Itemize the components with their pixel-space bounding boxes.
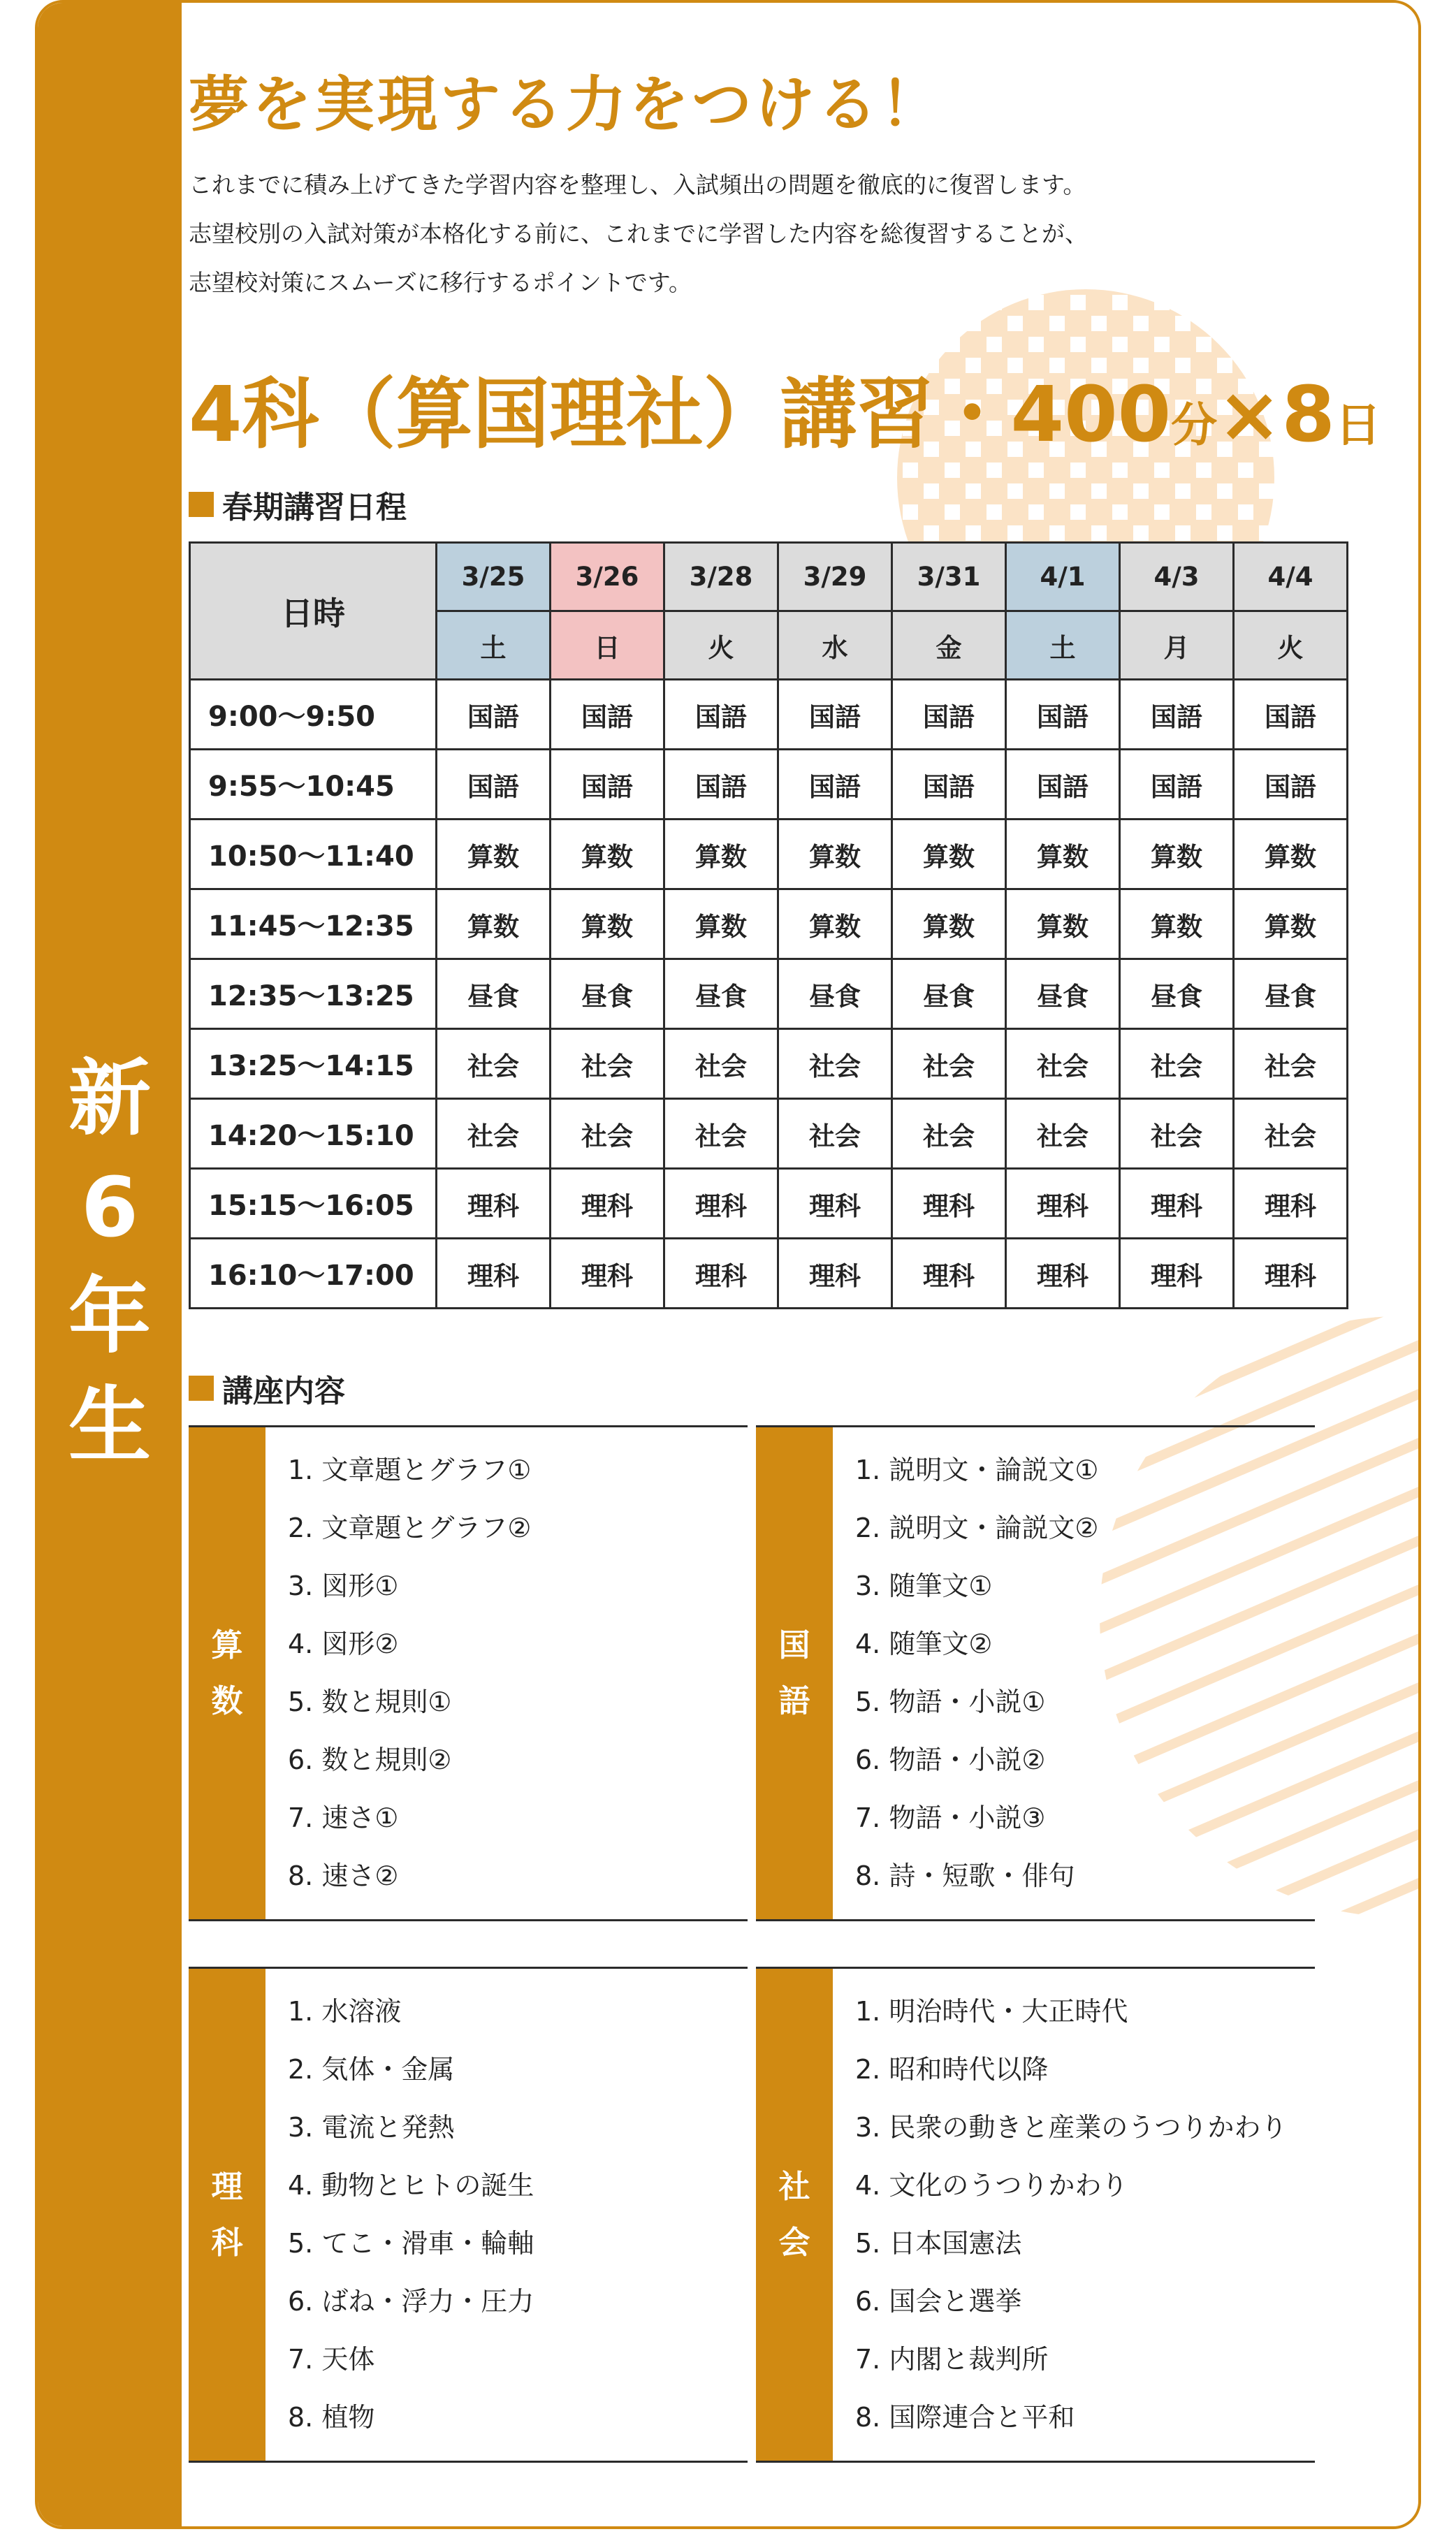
square-bullet-icon [189, 1376, 214, 1401]
subject-tag-char: 会 [778, 2224, 810, 2261]
subject-cell: 国語 [551, 680, 664, 750]
sidebar [38, 3, 182, 2526]
grade-char: 6 [80, 1159, 139, 1255]
subject-cell: 昼食 [892, 959, 1006, 1029]
subject-tag-char: 社 [778, 2168, 810, 2205]
course-title-unit: 分 [1171, 398, 1218, 452]
topic-item: 3. 電流と発熱 [288, 2112, 455, 2143]
subject-cell: 昼食 [1006, 959, 1120, 1029]
schedule-row [190, 750, 1348, 820]
topic-item: 7. 物語・小説③ [855, 1803, 1046, 1833]
subject-cell: 国語 [664, 680, 778, 750]
intro-text [189, 161, 1376, 307]
topic-item: 1. 水溶液 [288, 1996, 402, 2027]
time-slot: 14:20〜15:10 [190, 1099, 437, 1169]
subject-cell: 算数 [1120, 820, 1234, 889]
subject-cell: 理科 [778, 1239, 892, 1309]
subject-cell: 昼食 [437, 959, 551, 1029]
subject-cell: 国語 [892, 680, 1006, 750]
subject-box [189, 1967, 748, 2463]
topic-item: 2. 昭和時代以降 [855, 2054, 1049, 2085]
topic-item: 3. 随筆文① [855, 1571, 993, 1601]
schedule-corner-label: 日時 [190, 543, 437, 680]
subject-cell: 理科 [551, 1239, 664, 1309]
subject-cell: 算数 [551, 889, 664, 959]
subject-cell: 算数 [778, 820, 892, 889]
schedule-row [190, 1099, 1348, 1169]
topic-item: 4. 動物とヒトの誕生 [288, 2170, 534, 2201]
subject-tag-char: 国 [778, 1626, 810, 1663]
topic-item: 1. 文章題とグラフ① [288, 1455, 532, 1485]
topic-item: 3. 図形① [288, 1571, 399, 1601]
time-slot: 11:45〜12:35 [190, 889, 437, 959]
subject-cell: 社会 [664, 1099, 778, 1169]
subject-cell: 理科 [664, 1239, 778, 1309]
date-header: 3/25 [437, 543, 551, 611]
topic-item: 6. 数と規則② [288, 1745, 452, 1775]
content-heading-text: 講座内容 [222, 1374, 345, 1409]
course-title-part: 4科（算国理社）講習・400 [189, 370, 1172, 459]
subject-cell: 社会 [1120, 1099, 1234, 1169]
schedule-heading [189, 482, 407, 527]
schedule-row [190, 1029, 1348, 1099]
subject-cell: 国語 [778, 680, 892, 750]
subject-cell: 社会 [1120, 1029, 1234, 1099]
topic-list [265, 1427, 531, 1919]
topic-item: 8. 詩・短歌・俳句 [855, 1861, 1075, 1891]
schedule-heading-text: 春期講習日程 [222, 490, 407, 525]
topic-item: 5. 日本国憲法 [855, 2228, 1022, 2259]
subject-cell: 国語 [437, 750, 551, 820]
time-slot: 10:50〜11:40 [190, 820, 437, 889]
subject-cell: 算数 [1006, 820, 1120, 889]
subject-cell: 社会 [778, 1029, 892, 1099]
subject-cell: 社会 [437, 1099, 551, 1169]
date-header: 4/1 [1006, 543, 1120, 611]
grade-char: 生 [68, 1377, 151, 1473]
topic-item: 6. 国会と選挙 [855, 2286, 1022, 2317]
subject-cell: 理科 [1006, 1239, 1120, 1309]
subject-cell: 算数 [437, 889, 551, 959]
subject-tag [189, 1969, 265, 2461]
subject-cell: 理科 [1120, 1169, 1234, 1239]
subject-cell: 社会 [551, 1029, 664, 1099]
weekday-header: 火 [1234, 611, 1348, 680]
topic-item: 7. 天体 [288, 2344, 375, 2375]
schedule-table [189, 541, 1348, 1309]
subject-cell: 国語 [1120, 750, 1234, 820]
subject-cell: 国語 [437, 680, 551, 750]
subject-cell: 社会 [1234, 1029, 1348, 1099]
subject-cell: 国語 [551, 750, 664, 820]
weekday-header: 日 [551, 611, 664, 680]
topic-list [833, 1427, 1098, 1919]
topic-item: 8. 植物 [288, 2402, 375, 2433]
subject-cell: 社会 [664, 1029, 778, 1099]
topic-item: 4. 文化のうつりかわり [855, 2170, 1128, 2201]
topic-item: 8. 国際連合と平和 [855, 2402, 1075, 2433]
subject-cell: 算数 [892, 820, 1006, 889]
subject-tag-char: 理 [211, 2168, 243, 2205]
subject-cell: 理科 [664, 1169, 778, 1239]
subject-box [756, 1425, 1315, 1921]
subject-cell: 国語 [1120, 680, 1234, 750]
subject-cell: 社会 [437, 1029, 551, 1099]
schedule-row [190, 959, 1348, 1029]
date-header: 3/29 [778, 543, 892, 611]
intro-line: 志望校対策にスムーズに移行するポイントです。 [189, 269, 692, 296]
weekday-header: 土 [437, 611, 551, 680]
subject-cell: 理科 [1120, 1239, 1234, 1309]
topic-item: 1. 説明文・論説文① [855, 1455, 1099, 1485]
topic-item: 5. てこ・滑車・輪軸 [288, 2228, 534, 2259]
topic-item: 5. 数と規則① [288, 1687, 452, 1717]
time-slot: 16:10〜17:00 [190, 1239, 437, 1309]
subject-cell: 理科 [1006, 1169, 1120, 1239]
date-header: 4/4 [1234, 543, 1348, 611]
subject-cell: 理科 [778, 1169, 892, 1239]
subject-cell: 算数 [892, 889, 1006, 959]
time-slot: 12:35〜13:25 [190, 959, 437, 1029]
grade-char: 年 [68, 1268, 151, 1364]
subject-cell: 算数 [778, 889, 892, 959]
subject-box [756, 1967, 1315, 2463]
subject-cell: 社会 [778, 1099, 892, 1169]
subject-cell: 理科 [551, 1169, 664, 1239]
subject-cell: 国語 [892, 750, 1006, 820]
content-heading [189, 1366, 345, 1411]
subject-cell: 算数 [1120, 889, 1234, 959]
topic-item: 2. 文章題とグラフ② [288, 1513, 532, 1543]
schedule-row [190, 889, 1348, 959]
topic-item: 6. ばね・浮力・圧力 [288, 2286, 534, 2317]
date-header: 4/3 [1120, 543, 1234, 611]
topic-item: 3. 民衆の動きと産業のうつりかわり [855, 2112, 1288, 2143]
schedule-row [190, 1169, 1348, 1239]
subject-cell: 理科 [1234, 1239, 1348, 1309]
subject-cell: 昼食 [664, 959, 778, 1029]
course-title-part: ×8 [1217, 370, 1335, 459]
square-bullet-icon [189, 492, 214, 517]
subject-cell: 昼食 [1234, 959, 1348, 1029]
topic-list [833, 1969, 1287, 2461]
subject-cell: 昼食 [1120, 959, 1234, 1029]
subject-cell: 算数 [551, 820, 664, 889]
weekday-header: 火 [664, 611, 778, 680]
topic-item: 8. 速さ② [288, 1861, 399, 1891]
subject-cell: 社会 [1006, 1029, 1120, 1099]
subject-cell: 国語 [1006, 680, 1120, 750]
subject-cell: 理科 [437, 1169, 551, 1239]
subject-tag [189, 1427, 265, 1919]
subject-cell: 昼食 [551, 959, 664, 1029]
subject-box [189, 1425, 748, 1921]
subject-cell: 社会 [892, 1029, 1006, 1099]
topic-item: 5. 物語・小説① [855, 1687, 1046, 1717]
schedule-row [190, 1239, 1348, 1309]
time-slot: 9:00〜9:50 [190, 680, 437, 750]
weekday-header: 月 [1120, 611, 1234, 680]
subject-tag-char: 算 [211, 1626, 243, 1663]
subject-tag-char: 数 [211, 1682, 243, 1719]
grade-label [38, 1044, 182, 1480]
subject-cell: 理科 [1234, 1169, 1348, 1239]
topic-item: 1. 明治時代・大正時代 [855, 1996, 1128, 2027]
subject-cell: 国語 [664, 750, 778, 820]
topic-item: 7. 速さ① [288, 1803, 399, 1833]
subject-tag [756, 1427, 833, 1919]
intro-line: 志望校別の入試対策が本格化する前に、これまでに学習した内容を総復習することが、 [189, 220, 1088, 247]
subject-cell: 理科 [437, 1239, 551, 1309]
subject-tag-char: 科 [211, 2224, 243, 2261]
time-slot: 13:25〜14:15 [190, 1029, 437, 1099]
topic-item: 2. 気体・金属 [288, 2054, 455, 2085]
topic-item: 4. 図形② [288, 1629, 399, 1659]
topic-item: 4. 随筆文② [855, 1629, 993, 1659]
subject-cell: 算数 [1234, 820, 1348, 889]
date-header: 3/28 [664, 543, 778, 611]
topic-item: 7. 内閣と裁判所 [855, 2344, 1049, 2375]
subject-tag-char: 語 [778, 1682, 810, 1719]
topic-item: 2. 説明文・論説文② [855, 1513, 1099, 1543]
subject-cell: 算数 [664, 820, 778, 889]
course-title [189, 353, 1381, 463]
topic-item: 6. 物語・小説② [855, 1745, 1046, 1775]
subject-cell: 社会 [1006, 1099, 1120, 1169]
subject-cell: 理科 [892, 1239, 1006, 1309]
intro-line: これまでに積み上げてきた学習内容を整理し、入試頻出の問題を徹底的に復習します。 [189, 171, 1086, 198]
subject-cell: 国語 [1234, 750, 1348, 820]
subject-cell: 社会 [892, 1099, 1006, 1169]
date-header: 3/26 [551, 543, 664, 611]
subject-cell: 社会 [1234, 1099, 1348, 1169]
headline: 夢を実現する力をつける！ [189, 70, 943, 140]
topic-list [265, 1969, 534, 2461]
subject-cell: 算数 [1234, 889, 1348, 959]
course-title-unit: 日 [1334, 398, 1381, 452]
grade-char: 新 [68, 1050, 151, 1146]
date-header: 3/31 [892, 543, 1006, 611]
time-slot: 9:55〜10:45 [190, 750, 437, 820]
subject-cell: 理科 [892, 1169, 1006, 1239]
weekday-header: 金 [892, 611, 1006, 680]
subject-cell: 算数 [664, 889, 778, 959]
subject-cell: 国語 [778, 750, 892, 820]
schedule-row [190, 680, 1348, 750]
subject-cell: 算数 [437, 820, 551, 889]
subject-tag [756, 1969, 833, 2461]
subject-cell: 国語 [1234, 680, 1348, 750]
time-slot: 15:15〜16:05 [190, 1169, 437, 1239]
subject-cell: 昼食 [778, 959, 892, 1029]
subject-cell: 算数 [1006, 889, 1120, 959]
subject-cell: 社会 [551, 1099, 664, 1169]
schedule-row [190, 820, 1348, 889]
weekday-header: 土 [1006, 611, 1120, 680]
subject-cell: 国語 [1006, 750, 1120, 820]
weekday-header: 水 [778, 611, 892, 680]
